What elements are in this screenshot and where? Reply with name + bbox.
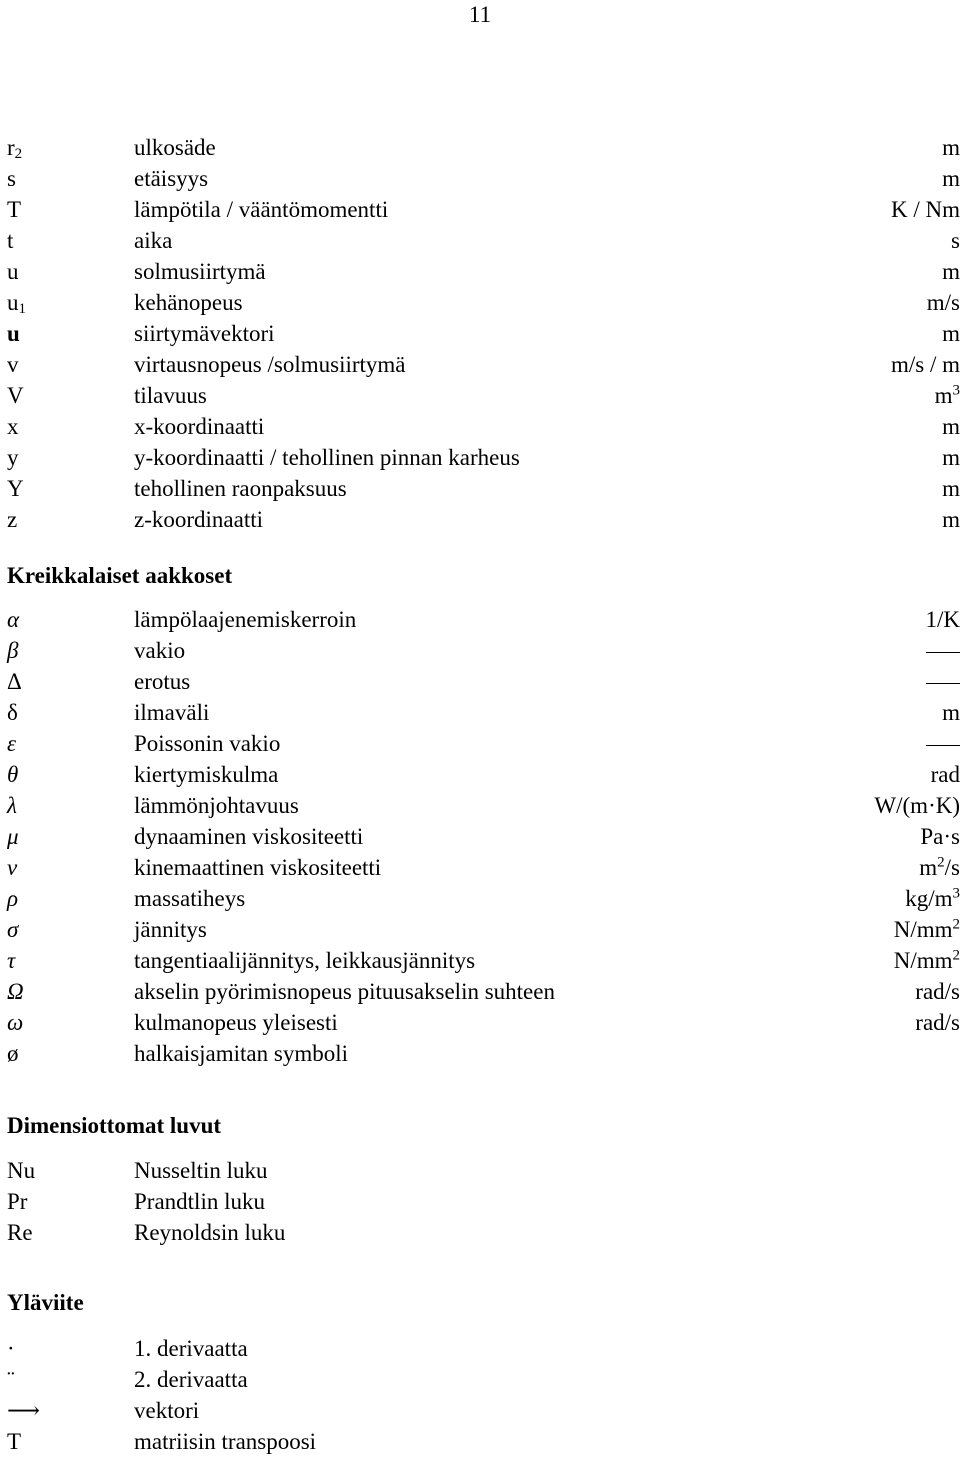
unit-text: m/s <box>926 290 960 315</box>
unit-text: m <box>942 700 960 725</box>
symbol <box>7 728 16 759</box>
list-item <box>7 697 960 728</box>
list-item <box>7 194 960 225</box>
list-item <box>7 163 960 194</box>
symbol-text: ν <box>7 855 18 880</box>
unit <box>926 635 960 666</box>
list-item <box>7 442 960 473</box>
list-item <box>7 1426 960 1457</box>
unit <box>926 666 960 697</box>
symbol-text: ¨ <box>7 1367 15 1392</box>
description: Reynoldsin luku <box>134 1220 286 1245</box>
symbol <box>7 1186 27 1217</box>
symbol-text: θ <box>7 762 19 787</box>
symbol-text: β <box>7 638 19 663</box>
symbol <box>7 604 19 635</box>
description: virtausnopeus /solmusiirtymä <box>134 352 406 377</box>
symbol-text: δ <box>7 700 18 725</box>
symbol-text: ω <box>7 1010 24 1035</box>
description: tehollinen raonpaksuus <box>134 476 347 501</box>
unit-text: m <box>934 383 953 408</box>
symbol-text: τ <box>7 948 16 973</box>
description: kiertymiskulma <box>134 762 279 787</box>
description: dynaaminen viskositeetti <box>134 824 364 849</box>
symbol <box>7 1038 19 1069</box>
symbol-text: μ <box>7 824 19 849</box>
symbol-text: λ <box>7 793 17 818</box>
symbol-subscript: 1 <box>18 301 26 317</box>
symbol-text: v <box>7 352 19 377</box>
unit-text: m <box>942 445 960 470</box>
unit <box>935 380 960 411</box>
symbol-text: Nu <box>7 1158 36 1183</box>
page-number: 11 <box>468 2 492 27</box>
list-item <box>7 504 960 535</box>
symbol <box>7 976 24 1007</box>
symbol-text: Ω <box>7 979 24 1004</box>
list-item <box>7 852 960 883</box>
symbol <box>7 163 16 194</box>
unit <box>926 604 960 635</box>
list-item <box>7 790 960 821</box>
list-item <box>7 635 960 666</box>
symbol <box>7 1364 15 1395</box>
symbol-text: Y <box>7 476 24 501</box>
unit-text: m <box>942 414 960 439</box>
unit <box>919 852 960 883</box>
unit-text: kg/m <box>905 886 953 911</box>
unit <box>926 728 960 759</box>
unit <box>894 945 960 976</box>
description: y-koordinaatti / tehollinen pinnan karheus <box>134 445 520 470</box>
list-item <box>7 380 960 411</box>
description: massatiheys <box>134 886 246 911</box>
greek-heading: Kreikkalaiset aakkoset <box>7 563 233 588</box>
description: Nusseltin luku <box>134 1158 268 1183</box>
symbol-text: Pr <box>7 1189 28 1214</box>
symbol-text: ρ <box>7 886 19 911</box>
symbol <box>7 1217 33 1248</box>
description: matriisin transpoosi <box>134 1429 317 1454</box>
unit-superscript: 2 <box>952 947 960 964</box>
unit-superscript: 2 <box>952 916 960 933</box>
unit <box>927 287 960 318</box>
symbol-text: α <box>7 607 20 632</box>
symbol <box>7 287 26 318</box>
symbol <box>7 883 18 914</box>
symbol-text: u <box>7 321 20 346</box>
unit <box>931 759 960 790</box>
unit <box>920 821 960 852</box>
symbol <box>7 1395 40 1426</box>
unit-superscript: 3 <box>952 382 960 399</box>
description: solmusiirtymä <box>134 259 266 284</box>
unit-text: 1/K <box>925 607 960 632</box>
unit <box>891 349 960 380</box>
unit-superscript: 3 <box>952 885 960 902</box>
list-item <box>7 132 960 163</box>
symbol <box>7 1333 15 1364</box>
list-item <box>7 728 960 759</box>
list-item <box>7 1217 960 1248</box>
unit-text: m <box>919 855 938 880</box>
description: ilmaväli <box>134 700 210 725</box>
unit <box>942 256 960 287</box>
list-item <box>7 914 960 945</box>
list-item <box>7 1395 960 1426</box>
symbol-text: T <box>7 1429 22 1454</box>
unit-text: W/(m·K) <box>874 793 960 818</box>
unit-text: m <box>942 135 960 160</box>
unit <box>942 132 960 163</box>
list-item <box>7 1155 960 1186</box>
description: x-koordinaatti <box>134 414 265 439</box>
symbol <box>7 442 19 473</box>
description: ulkosäde <box>134 135 216 160</box>
symbol-text: t <box>7 228 14 253</box>
unit-text: rad <box>930 762 960 787</box>
symbol-text: s <box>7 166 16 191</box>
symbol <box>7 635 18 666</box>
list-item <box>7 883 960 914</box>
symbol-text: V <box>7 383 24 408</box>
list-item <box>7 225 960 256</box>
symbol-text: u <box>7 290 19 315</box>
symbol-text: x <box>7 414 19 439</box>
list-item <box>7 473 960 504</box>
unit <box>915 976 960 1007</box>
symbol <box>7 380 24 411</box>
description: vakio <box>134 638 186 663</box>
symbol <box>7 1155 35 1186</box>
dash-mark <box>926 652 960 654</box>
unit-text: N/mm <box>893 917 953 942</box>
symbol <box>7 225 13 256</box>
unit <box>874 790 960 821</box>
unit-text: rad/s <box>915 979 960 1004</box>
description: lämpötila / vääntömomentti <box>134 197 389 222</box>
unit <box>942 411 960 442</box>
list-item <box>7 411 960 442</box>
symbol <box>7 697 18 728</box>
unit-text: m <box>942 507 960 532</box>
description: Poissonin vakio <box>134 731 281 756</box>
symbol <box>7 1007 23 1038</box>
symbol <box>7 411 19 442</box>
list-item <box>7 256 960 287</box>
symbol <box>7 349 19 380</box>
unit <box>951 225 960 256</box>
symbol <box>7 821 19 852</box>
unit <box>942 318 960 349</box>
symbol-text: ⟶ <box>7 1398 40 1423</box>
symbol <box>7 852 17 883</box>
unit <box>942 442 960 473</box>
unit-text: N/mm <box>893 948 953 973</box>
list-item <box>7 976 960 1007</box>
symbol <box>7 473 24 504</box>
list-item <box>7 945 960 976</box>
list-item <box>7 759 960 790</box>
unit-text: K / Nm <box>891 197 960 222</box>
list-item <box>7 349 960 380</box>
symbol-subscript: 2 <box>14 146 23 162</box>
description: lämpölaajenemiskerroin <box>134 607 357 632</box>
symbol <box>7 256 19 287</box>
symbol <box>7 504 17 535</box>
description: kinemaattinen viskositeetti <box>134 855 382 880</box>
unit <box>942 697 960 728</box>
symbol <box>7 132 22 163</box>
description: aika <box>134 228 173 253</box>
symbol <box>7 194 21 225</box>
unit-text: m <box>942 476 960 501</box>
unit-text-after: /s <box>944 855 960 880</box>
symbol-text: · <box>7 1336 15 1361</box>
description: kehänopeus <box>134 290 243 315</box>
symbol-text: σ <box>7 917 19 942</box>
symbol-text: u <box>7 259 19 284</box>
description: jännitys <box>134 917 207 942</box>
list-item <box>7 1364 960 1395</box>
dimensionless-list <box>7 1155 960 1248</box>
symbol-text: z <box>7 507 18 532</box>
symbol <box>7 666 22 697</box>
description: etäisyys <box>134 166 209 191</box>
list-item <box>7 821 960 852</box>
unit-text: Pa·s <box>920 824 960 849</box>
symbol-text: y <box>7 445 19 470</box>
dash-mark <box>926 683 960 685</box>
symbol-text: ø <box>7 1041 19 1066</box>
dash-mark <box>926 745 960 747</box>
description: 2. derivaatta <box>134 1367 248 1392</box>
description: Prandtlin luku <box>134 1189 265 1214</box>
list-item <box>7 1007 960 1038</box>
unit-text: m <box>942 166 960 191</box>
unit <box>905 883 960 914</box>
symbol-text: Δ <box>7 669 22 694</box>
description: z-koordinaatti <box>134 507 264 532</box>
symbol-text: T <box>7 197 22 222</box>
unit <box>915 1007 960 1038</box>
unit-text: m <box>942 259 960 284</box>
symbol <box>7 790 17 821</box>
description: halkaisjamitan symboli <box>134 1041 348 1066</box>
list-item <box>7 666 960 697</box>
unit-superscript: 2 <box>937 854 945 871</box>
unit <box>942 473 960 504</box>
symbol-text: r <box>7 135 15 160</box>
list-item <box>7 1186 960 1217</box>
list-item <box>7 604 960 635</box>
list-item <box>7 318 960 349</box>
unit <box>942 504 960 535</box>
description: 1. derivaatta <box>134 1336 248 1361</box>
unit-text: s <box>951 228 960 253</box>
unit <box>942 163 960 194</box>
latin-symbol-list <box>7 132 960 535</box>
symbol <box>7 914 18 945</box>
symbol <box>7 945 15 976</box>
symbol <box>7 318 20 349</box>
description: erotus <box>134 669 191 694</box>
unit <box>891 194 960 225</box>
description: kulmanopeus yleisesti <box>134 1010 338 1035</box>
description: vektori <box>134 1398 200 1423</box>
unit-text: m/s / m <box>890 352 960 377</box>
superscript-list <box>7 1333 960 1457</box>
list-item <box>7 287 960 318</box>
superscript-heading: Yläviite <box>7 1290 84 1315</box>
greek-symbol-list <box>7 604 960 1069</box>
description: siirtymävektori <box>134 321 275 346</box>
symbol-text: Re <box>7 1220 33 1245</box>
description: lämmönjohtavuus <box>134 793 299 818</box>
list-item <box>7 1038 960 1069</box>
symbol <box>7 1426 21 1457</box>
dimensionless-heading: Dimensiottomat luvut <box>7 1113 222 1138</box>
unit-text: m <box>942 321 960 346</box>
description: tilavuus <box>134 383 207 408</box>
description: tangentiaalijännitys, leikkausjännitys <box>134 948 476 973</box>
description: akselin pyörimisnopeus pituusakselin suhteen <box>134 979 555 1004</box>
symbol-text: ε <box>7 731 17 756</box>
unit <box>894 914 960 945</box>
symbol <box>7 759 18 790</box>
list-item <box>7 1333 960 1364</box>
unit-text: rad/s <box>915 1010 960 1035</box>
